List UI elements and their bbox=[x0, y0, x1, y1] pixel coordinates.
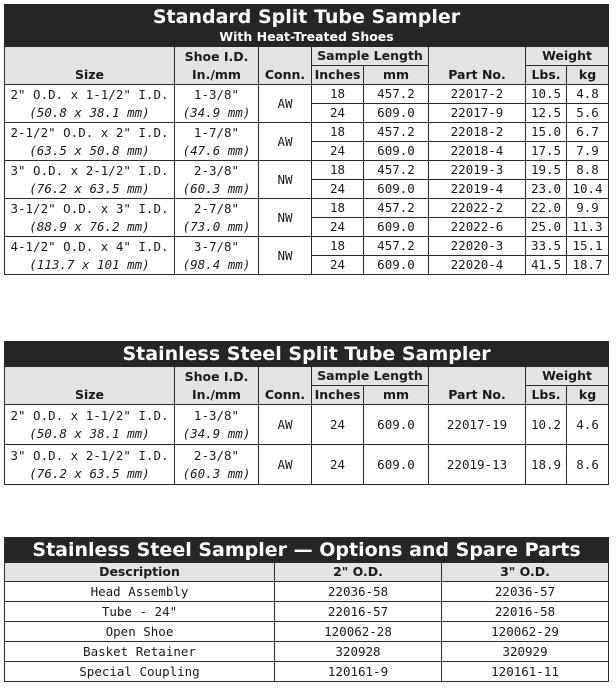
mm-cell: 609.0 bbox=[364, 142, 429, 161]
table-row bbox=[5, 445, 609, 485]
part-cell: 22017-19 bbox=[429, 405, 526, 445]
mm-cell: 457.2 bbox=[364, 161, 429, 180]
kg-cell: 11.3 bbox=[567, 218, 609, 237]
shoe-cell bbox=[175, 85, 259, 123]
table-row bbox=[5, 582, 609, 602]
part-cell: 22022-6 bbox=[429, 218, 526, 237]
mm-cell: 609.0 bbox=[364, 256, 429, 275]
header-conn: Conn. bbox=[259, 47, 312, 85]
part-3in-cell: 22036-57 bbox=[442, 582, 609, 602]
part-3in-cell: 320929 bbox=[442, 642, 609, 662]
kg-cell: 6.7 bbox=[567, 123, 609, 142]
size-mm-text: (113.7 x 101 mm) bbox=[29, 256, 150, 272]
size-mm-text: (50.8 x 38.1 mm) bbox=[29, 425, 150, 441]
table-row bbox=[5, 602, 609, 622]
standard-subtitle: With Heat-Treated Shoes bbox=[219, 29, 394, 44]
shoe-cell bbox=[175, 405, 259, 445]
header-lbs: Lbs. bbox=[526, 66, 567, 85]
size-cell bbox=[5, 123, 175, 161]
part-cell: 22019-3 bbox=[429, 161, 526, 180]
description-cell: Special Coupling bbox=[5, 662, 275, 682]
description-cell: Basket Retainer bbox=[5, 642, 275, 662]
inches-cell: 18 bbox=[312, 237, 364, 256]
size-text: 2-1/2" O.D. x 2" I.D. bbox=[10, 124, 169, 140]
mm-cell: 457.2 bbox=[364, 85, 429, 104]
inches-cell: 24 bbox=[312, 218, 364, 237]
header-inches: Inches bbox=[312, 386, 364, 405]
inches-cell: 18 bbox=[312, 85, 364, 104]
lbs-cell: 10.2 bbox=[526, 405, 567, 445]
part-cell: 22022-2 bbox=[429, 199, 526, 218]
size-mm-text: (50.8 x 38.1 mm) bbox=[29, 104, 150, 120]
lbs-cell: 41.5 bbox=[526, 256, 567, 275]
mm-cell: 609.0 bbox=[364, 104, 429, 123]
stainless-sampler-table bbox=[4, 341, 609, 485]
part-2in-cell: 320928 bbox=[275, 642, 442, 662]
options-table-title bbox=[5, 538, 609, 563]
lbs-cell: 12.5 bbox=[526, 104, 567, 123]
part-2in-cell: 22016-57 bbox=[275, 602, 442, 622]
description-cell: Open Shoe bbox=[5, 622, 275, 642]
size-cell bbox=[5, 199, 175, 237]
size-cell bbox=[5, 237, 175, 275]
header-shoe-line1: Shoe I.D. bbox=[184, 48, 249, 64]
header-conn: Conn. bbox=[259, 367, 312, 405]
inches-cell: 24 bbox=[312, 142, 364, 161]
inches-cell: 24 bbox=[312, 405, 364, 445]
kg-cell: 4.6 bbox=[567, 405, 609, 445]
lbs-cell: 15.0 bbox=[526, 123, 567, 142]
shoe-text: 1-3/8" bbox=[193, 86, 240, 102]
conn-cell: AW bbox=[259, 445, 312, 485]
shoe-mm-text: (60.3 mm) bbox=[182, 180, 251, 196]
header-mm: mm bbox=[364, 66, 429, 85]
header-weight: Weight bbox=[526, 367, 609, 386]
shoe-text: 1-7/8" bbox=[193, 124, 240, 140]
shoe-cell bbox=[175, 237, 259, 275]
part-cell: 22020-3 bbox=[429, 237, 526, 256]
inches-cell: 18 bbox=[312, 161, 364, 180]
part-3in-cell: 120062-29 bbox=[442, 622, 609, 642]
header-size: Size bbox=[5, 47, 175, 85]
part-cell: 22018-2 bbox=[429, 123, 526, 142]
description-cell: Head Assembly bbox=[5, 582, 275, 602]
kg-cell: 10.4 bbox=[567, 180, 609, 199]
header-kg: kg bbox=[567, 66, 609, 85]
part-cell: 22018-4 bbox=[429, 142, 526, 161]
shoe-text: 2-3/8" bbox=[193, 162, 240, 178]
part-cell: 22020-4 bbox=[429, 256, 526, 275]
table-row bbox=[5, 405, 609, 445]
kg-cell: 9.9 bbox=[567, 199, 609, 218]
inches-cell: 24 bbox=[312, 445, 364, 485]
header-sample-length: Sample Length bbox=[312, 47, 429, 66]
part-cell: 22017-9 bbox=[429, 104, 526, 123]
header-2in-od: 2" O.D. bbox=[275, 563, 442, 582]
lbs-cell: 17.5 bbox=[526, 142, 567, 161]
lbs-cell: 25.0 bbox=[526, 218, 567, 237]
table-row bbox=[5, 622, 609, 642]
kg-cell: 8.6 bbox=[567, 445, 609, 485]
size-cell bbox=[5, 445, 175, 485]
table-row bbox=[5, 199, 609, 218]
size-cell bbox=[5, 161, 175, 199]
header-lbs: Lbs. bbox=[526, 386, 567, 405]
inches-cell: 18 bbox=[312, 123, 364, 142]
stainless-table-title bbox=[5, 342, 609, 367]
shoe-mm-text: (47.6 mm) bbox=[182, 142, 251, 158]
conn-cell: AW bbox=[259, 85, 312, 123]
header-shoe-id bbox=[175, 367, 259, 405]
size-text: 3-1/2" O.D. x 3" I.D. bbox=[10, 200, 169, 216]
shoe-mm-text: (34.9 mm) bbox=[182, 104, 251, 120]
shoe-cell bbox=[175, 445, 259, 485]
table-row bbox=[5, 123, 609, 142]
mm-cell: 609.0 bbox=[364, 445, 429, 485]
shoe-mm-text: (60.3 mm) bbox=[182, 465, 251, 481]
table-row bbox=[5, 642, 609, 662]
header-weight: Weight bbox=[526, 47, 609, 66]
kg-cell: 8.8 bbox=[567, 161, 609, 180]
header-description: Description bbox=[5, 563, 275, 582]
shoe-mm-text: (98.4 mm) bbox=[182, 256, 251, 272]
header-shoe-line2: In./mm bbox=[192, 386, 241, 402]
size-text: 4-1/2" O.D. x 4" I.D. bbox=[10, 238, 169, 254]
header-part-no: Part No. bbox=[429, 47, 526, 85]
shoe-text: 3-7/8" bbox=[193, 238, 240, 254]
table-row bbox=[5, 237, 609, 256]
header-size: Size bbox=[5, 367, 175, 405]
part-cell: 22017-2 bbox=[429, 85, 526, 104]
part-3in-cell: 22016-58 bbox=[442, 602, 609, 622]
conn-cell: NW bbox=[259, 237, 312, 275]
header-mm: mm bbox=[364, 386, 429, 405]
stainless-title: Stainless Steel Split Tube Sampler bbox=[122, 343, 491, 365]
size-mm-text: (88.9 x 76.2 mm) bbox=[29, 218, 150, 234]
table-row bbox=[5, 85, 609, 104]
standard-title: Standard Split Tube Sampler bbox=[152, 6, 461, 28]
shoe-text: 2-7/8" bbox=[193, 200, 240, 216]
lbs-cell: 19.5 bbox=[526, 161, 567, 180]
size-cell bbox=[5, 85, 175, 123]
size-cell bbox=[5, 405, 175, 445]
shoe-text: 1-3/8" bbox=[193, 407, 240, 423]
shoe-mm-text: (34.9 mm) bbox=[182, 425, 251, 441]
kg-cell: 5.6 bbox=[567, 104, 609, 123]
mm-cell: 457.2 bbox=[364, 199, 429, 218]
part-3in-cell: 120161-11 bbox=[442, 662, 609, 682]
standard-sampler-table bbox=[4, 4, 609, 275]
lbs-cell: 18.9 bbox=[526, 445, 567, 485]
options-title: Stainless Steel Sampler — Options and Spare Parts bbox=[32, 539, 581, 561]
kg-cell: 15.1 bbox=[567, 237, 609, 256]
size-mm-text: (76.2 x 63.5 mm) bbox=[29, 180, 150, 196]
shoe-cell bbox=[175, 161, 259, 199]
inches-cell: 18 bbox=[312, 199, 364, 218]
conn-cell: AW bbox=[259, 123, 312, 161]
conn-cell: NW bbox=[259, 199, 312, 237]
size-mm-text: (63.5 x 50.8 mm) bbox=[29, 142, 150, 158]
header-inches: Inches bbox=[312, 66, 364, 85]
size-text: 2" O.D. x 1-1/2" I.D. bbox=[10, 407, 169, 423]
header-shoe-line2: In./mm bbox=[192, 66, 241, 82]
part-cell: 22019-13 bbox=[429, 445, 526, 485]
header-kg: kg bbox=[567, 386, 609, 405]
conn-cell: NW bbox=[259, 161, 312, 199]
description-cell: Tube - 24" bbox=[5, 602, 275, 622]
shoe-text: 2-3/8" bbox=[193, 447, 240, 463]
table-row bbox=[5, 161, 609, 180]
mm-cell: 457.2 bbox=[364, 123, 429, 142]
header-3in-od: 3" O.D. bbox=[442, 563, 609, 582]
header-part-no: Part No. bbox=[429, 367, 526, 405]
kg-cell: 18.7 bbox=[567, 256, 609, 275]
header-shoe-id bbox=[175, 47, 259, 85]
mm-cell: 609.0 bbox=[364, 218, 429, 237]
shoe-cell bbox=[175, 199, 259, 237]
shoe-mm-text: (73.0 mm) bbox=[182, 218, 251, 234]
mm-cell: 609.0 bbox=[364, 405, 429, 445]
kg-cell: 4.8 bbox=[567, 85, 609, 104]
lbs-cell: 23.0 bbox=[526, 180, 567, 199]
part-2in-cell: 120062-28 bbox=[275, 622, 442, 642]
header-sample-length: Sample Length bbox=[312, 367, 429, 386]
shoe-cell bbox=[175, 123, 259, 161]
inches-cell: 24 bbox=[312, 256, 364, 275]
part-2in-cell: 22036-58 bbox=[275, 582, 442, 602]
inches-cell: 24 bbox=[312, 180, 364, 199]
standard-table-title bbox=[5, 5, 609, 47]
inches-cell: 24 bbox=[312, 104, 364, 123]
size-text: 3" O.D. x 2-1/2" I.D. bbox=[10, 162, 169, 178]
table-row bbox=[5, 662, 609, 682]
lbs-cell: 22.0 bbox=[526, 199, 567, 218]
kg-cell: 7.9 bbox=[567, 142, 609, 161]
size-mm-text: (76.2 x 63.5 mm) bbox=[29, 465, 150, 481]
lbs-cell: 33.5 bbox=[526, 237, 567, 256]
size-text: 3" O.D. x 2-1/2" I.D. bbox=[10, 447, 169, 463]
part-2in-cell: 120161-9 bbox=[275, 662, 442, 682]
mm-cell: 609.0 bbox=[364, 180, 429, 199]
conn-cell: AW bbox=[259, 405, 312, 445]
lbs-cell: 10.5 bbox=[526, 85, 567, 104]
size-text: 2" O.D. x 1-1/2" I.D. bbox=[10, 86, 169, 102]
options-spare-parts-table bbox=[4, 537, 609, 682]
mm-cell: 457.2 bbox=[364, 237, 429, 256]
part-cell: 22019-4 bbox=[429, 180, 526, 199]
header-shoe-line1: Shoe I.D. bbox=[184, 368, 249, 384]
